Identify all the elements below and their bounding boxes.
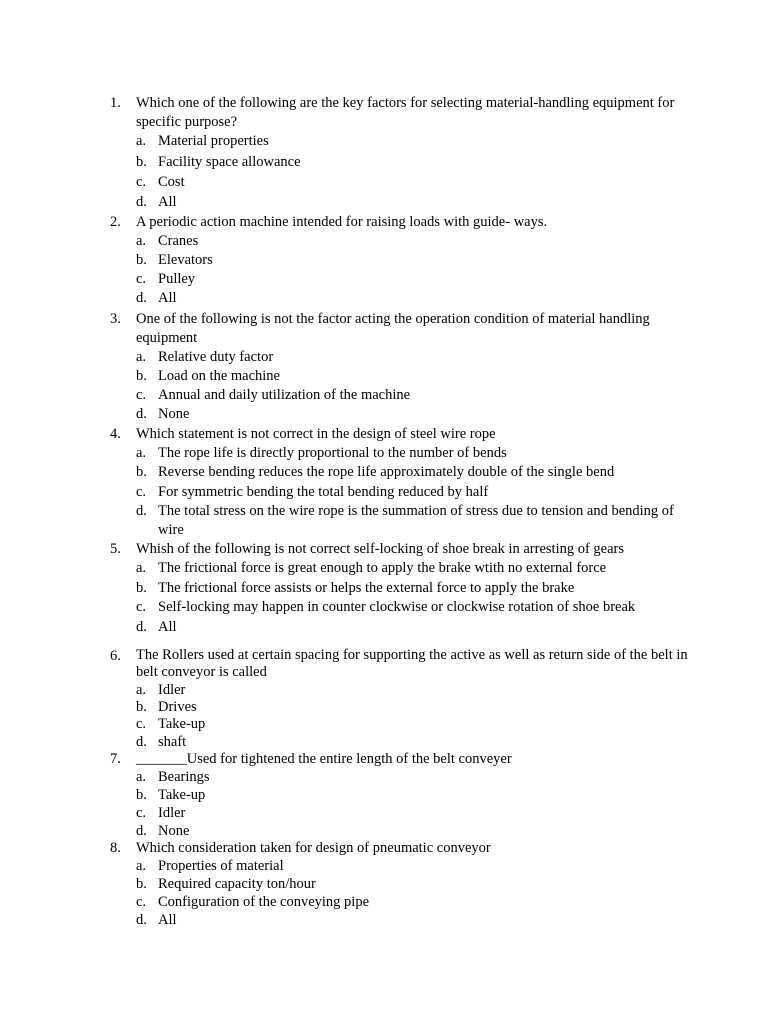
option-letter: a. bbox=[136, 682, 147, 698]
option-letter: a. bbox=[136, 769, 147, 785]
option-text: All bbox=[158, 619, 177, 635]
option-letter: b. bbox=[136, 876, 147, 892]
option-text: Pulley bbox=[158, 271, 196, 287]
option-text: Take-up bbox=[158, 716, 206, 732]
option-text: Self-locking may happen in counter clockwise or clockwise rotation of shoe break bbox=[158, 599, 636, 615]
option-text: All bbox=[158, 912, 177, 928]
option-letter: c. bbox=[136, 174, 147, 190]
option-text: Material properties bbox=[158, 133, 269, 149]
option-letter: b. bbox=[136, 464, 147, 480]
option-text: The frictional force assists or helps the external force to apply the brake bbox=[158, 580, 575, 596]
option-text: shaft bbox=[158, 734, 187, 750]
option-text: None bbox=[158, 406, 190, 422]
question-text: _______Used for tightened the entire length of the belt conveyer bbox=[136, 751, 512, 767]
option-letter: c. bbox=[136, 387, 147, 403]
question-text: Whish of the following is not correct self-locking of shoe break in arresting of gears bbox=[136, 541, 625, 557]
option-letter: d. bbox=[136, 194, 147, 210]
option-text: Facility space allowance bbox=[158, 154, 301, 170]
option-letter: a. bbox=[136, 349, 147, 365]
option-text: Load on the machine bbox=[158, 368, 280, 384]
option-letter: b. bbox=[136, 368, 147, 384]
question-text: One of the following is not the factor acting the operation condition of material handling equipment bbox=[136, 311, 650, 346]
question-number: 3. bbox=[110, 311, 121, 327]
option-letter: d. bbox=[136, 503, 147, 519]
option-text: Cost bbox=[158, 174, 185, 190]
option-letter: b. bbox=[136, 252, 147, 268]
option-text: The total stress on the wire rope is the summation of stress due to tension and bending of wire bbox=[158, 503, 674, 538]
option-letter: b. bbox=[136, 787, 147, 803]
option-text: All bbox=[158, 290, 177, 306]
option-text: Reverse bending reduces the rope life approximately double of the single bend bbox=[158, 464, 615, 480]
option-letter: d. bbox=[136, 823, 147, 839]
option-letter: a. bbox=[136, 233, 147, 249]
option-letter: a. bbox=[136, 858, 147, 874]
question-text: Which one of the following are the key factors for selecting material-handling equipment for specific purpose? bbox=[136, 95, 675, 130]
question-text: Which consideration taken for design of pneumatic conveyor bbox=[136, 840, 491, 856]
question-number: 6. bbox=[110, 648, 121, 664]
question-number: 8. bbox=[110, 840, 121, 856]
option-text: Properties of material bbox=[158, 858, 284, 874]
option-text: Bearings bbox=[158, 769, 210, 785]
option-letter: d. bbox=[136, 619, 147, 635]
option-text: Elevators bbox=[158, 252, 213, 268]
option-letter: c. bbox=[136, 805, 147, 821]
question-text: Which statement is not correct in the design of steel wire rope bbox=[136, 426, 496, 442]
option-letter: a. bbox=[136, 445, 147, 461]
option-text: The rope life is directly proportional to the number of bends bbox=[158, 445, 507, 461]
option-text: Configuration of the conveying pipe bbox=[158, 894, 370, 910]
question-text: The Rollers used at certain spacing for supporting the active as well as return side of the belt in belt conveyor is called bbox=[136, 647, 688, 680]
option-text: Cranes bbox=[158, 233, 199, 249]
option-text: Idler bbox=[158, 682, 186, 698]
question-number: 5. bbox=[110, 541, 121, 557]
option-letter: c. bbox=[136, 271, 147, 287]
option-letter: b. bbox=[136, 580, 147, 596]
option-letter: b. bbox=[136, 699, 147, 715]
option-letter: c. bbox=[136, 716, 147, 732]
option-letter: a. bbox=[136, 560, 147, 576]
option-letter: d. bbox=[136, 406, 147, 422]
question-text: A periodic action machine intended for raising loads with guide- ways. bbox=[136, 214, 548, 230]
option-letter: b. bbox=[136, 154, 147, 170]
option-letter: c. bbox=[136, 894, 147, 910]
option-text: The frictional force is great enough to apply the brake wtith no external force bbox=[158, 560, 607, 576]
option-letter: d. bbox=[136, 912, 147, 928]
question-number: 1. bbox=[110, 95, 121, 111]
question-number: 4. bbox=[110, 426, 121, 442]
option-text: Relative duty factor bbox=[158, 349, 274, 365]
option-letter: d. bbox=[136, 734, 147, 750]
option-text: For symmetric bending the total bending reduced by half bbox=[158, 484, 489, 500]
option-text: Take-up bbox=[158, 787, 206, 803]
option-text: Required capacity ton/hour bbox=[158, 876, 316, 892]
option-letter: c. bbox=[136, 599, 147, 615]
question-number: 2. bbox=[110, 214, 121, 230]
option-text: All bbox=[158, 194, 177, 210]
option-letter: c. bbox=[136, 484, 147, 500]
option-letter: a. bbox=[136, 133, 147, 149]
option-text: None bbox=[158, 823, 190, 839]
option-text: Annual and daily utilization of the machine bbox=[158, 387, 411, 403]
option-text: Idler bbox=[158, 805, 186, 821]
question-number: 7. bbox=[110, 751, 121, 767]
option-letter: d. bbox=[136, 290, 147, 306]
option-text: Drives bbox=[158, 699, 197, 715]
